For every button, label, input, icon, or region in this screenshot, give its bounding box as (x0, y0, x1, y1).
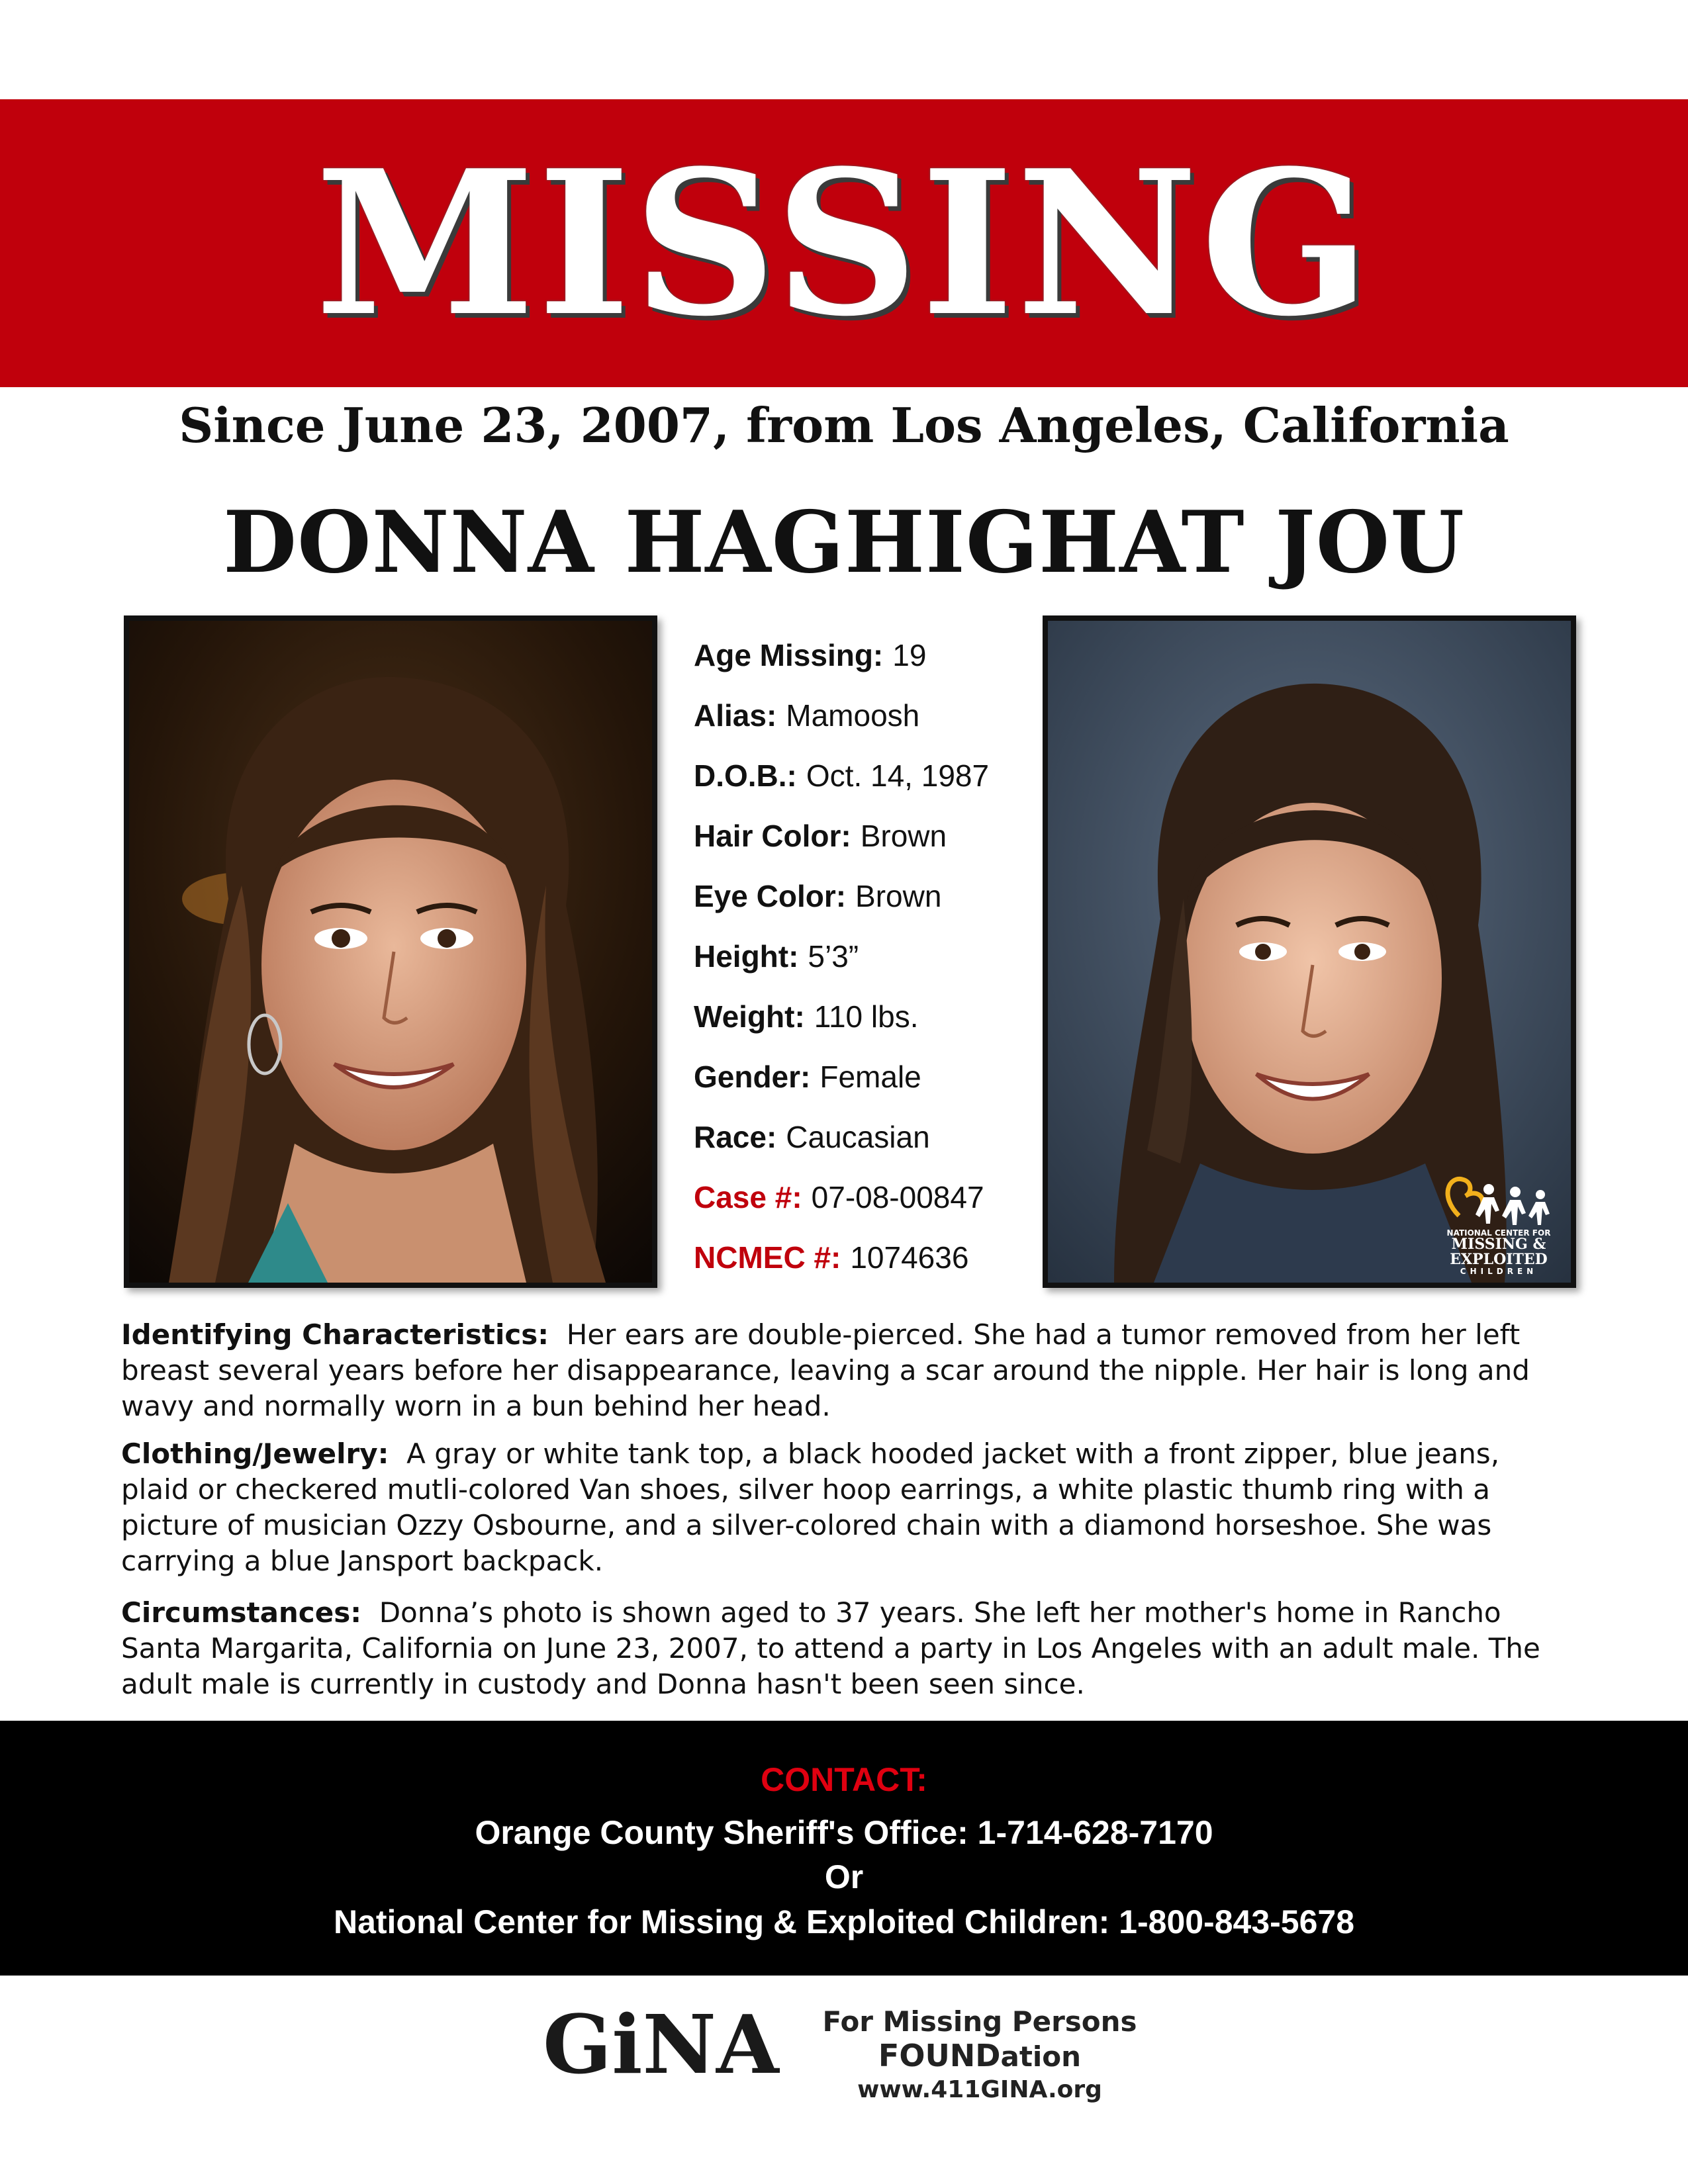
fact-label: Weight: (694, 999, 805, 1034)
fact-label: NCMEC #: (694, 1240, 841, 1275)
photo-age-progressed (1043, 615, 1576, 1288)
fact-case-number (694, 1174, 1038, 1234)
fact-value: Oct. 14, 1987 (806, 758, 990, 793)
gina-tagline (788, 2005, 1172, 2103)
portrait-photo-original (129, 621, 652, 1283)
ncmec-logo-line3: EXPLOITED (1450, 1251, 1548, 1269)
missing-since-line: Since June 23, 2007, from Los Angeles, California (179, 397, 1509, 453)
identifying-label: Identifying Characteristics: (121, 1318, 549, 1351)
fact-value: 5’3” (808, 939, 859, 974)
contact-or: Or (824, 1858, 864, 1895)
fact-eye-color (694, 873, 1038, 933)
fact-height (694, 933, 1038, 993)
fact-ncmec-number (694, 1234, 1038, 1295)
ncmec-logo (1436, 1169, 1562, 1276)
tagline-part-found: FOUND (878, 2038, 1001, 2073)
fact-label: Hair Color: (694, 819, 851, 853)
fact-hair-color (694, 813, 1038, 873)
gina-logo (543, 1999, 794, 2085)
circumstances-text: Donna’s photo is shown aged to 37 years. She left her mother's home in Rancho Santa Margarita, California on June 23, 2007, to attend a party in Los Angeles with an adult male. The adult male is currently in custody and Donna hasn't been seen since. (121, 1596, 1540, 1700)
contact-ncmec-phone: National Center for Missing & Exploited Children: 1-800-843-5678 (333, 1903, 1355, 1940)
banner-title: MISSING (315, 126, 1373, 360)
circumstances-label: Circumstances: (121, 1596, 361, 1629)
identifying-characteristics (121, 1317, 1571, 1424)
identifying-text: Her ears are double-pierced. She had a tumor removed from her left breast several years before her disappearance, leaving a scar around the nipple. Her hair is long and wavy and normally worn in a bun behind her head. (121, 1318, 1530, 1422)
fact-age-missing (694, 632, 1038, 692)
fact-value: 110 lbs. (814, 999, 919, 1034)
ncmec-children-icon (1436, 1169, 1562, 1229)
fact-value: Female (820, 1060, 921, 1094)
fact-label: Race: (694, 1120, 777, 1154)
fact-label: Height: (694, 939, 799, 974)
fact-label: Case #: (694, 1180, 802, 1214)
fact-label: Alias: (694, 698, 777, 733)
ncmec-logo-line4: CHILDREN (1460, 1267, 1538, 1277)
missing-banner (0, 99, 1688, 387)
clothing-text: A gray or white tank top, a black hooded jacket with a front zipper, blue jeans, plaid or checkered mutli-colored Van shoes, silver hoop earrings, a white plastic thumb ring with a picture of musician Ozzy Osbourne, and a silver-colored chain with a diamond horseshoe. She was carrying a blue Jansport backpack. (121, 1437, 1500, 1577)
photo-original (124, 615, 657, 1288)
fact-gender (694, 1054, 1038, 1114)
fact-alias (694, 692, 1038, 752)
person-name: DONNA HAGHIGHAT JOU (223, 493, 1465, 592)
fact-value: Brown (860, 819, 947, 853)
facts-list (694, 632, 1038, 1295)
contact-section (0, 1721, 1688, 1976)
ncmec-logo-line2: MISSING & (1451, 1236, 1546, 1253)
gina-tagline-line (788, 2005, 1172, 2073)
gina-logo-text: GiNA (543, 1999, 779, 2085)
footer (543, 1999, 1178, 2103)
fact-dob (694, 752, 1038, 813)
fact-value: 19 (892, 638, 927, 672)
gina-url[interactable]: www.411GINA.org (857, 2076, 1102, 2103)
clothing-jewelry (121, 1436, 1571, 1579)
fact-value: Brown (855, 879, 942, 913)
fact-label: Age Missing: (694, 638, 884, 672)
contact-heading: CONTACT: (761, 1761, 927, 1798)
fact-value: 07-08-00847 (811, 1180, 984, 1214)
fact-value: Caucasian (786, 1120, 930, 1154)
fact-race (694, 1114, 1038, 1174)
circumstances (121, 1595, 1571, 1702)
fact-label: Eye Color: (694, 879, 847, 913)
clothing-label: Clothing/Jewelry: (121, 1437, 389, 1470)
fact-label: Gender: (694, 1060, 811, 1094)
contact-sheriff-phone: Orange County Sheriff's Office: 1-714-628-7170 (475, 1814, 1213, 1851)
tagline-part-a: For Missing Persons (822, 2005, 1137, 2038)
fact-value: Mamoosh (786, 698, 920, 733)
fact-weight (694, 993, 1038, 1054)
tagline-part-c: ation (1000, 2040, 1082, 2073)
fact-label: D.O.B.: (694, 758, 797, 793)
fact-value: 1074636 (850, 1240, 969, 1275)
ncmec-logo-line1: NATIONAL CENTER FOR (1446, 1228, 1551, 1238)
